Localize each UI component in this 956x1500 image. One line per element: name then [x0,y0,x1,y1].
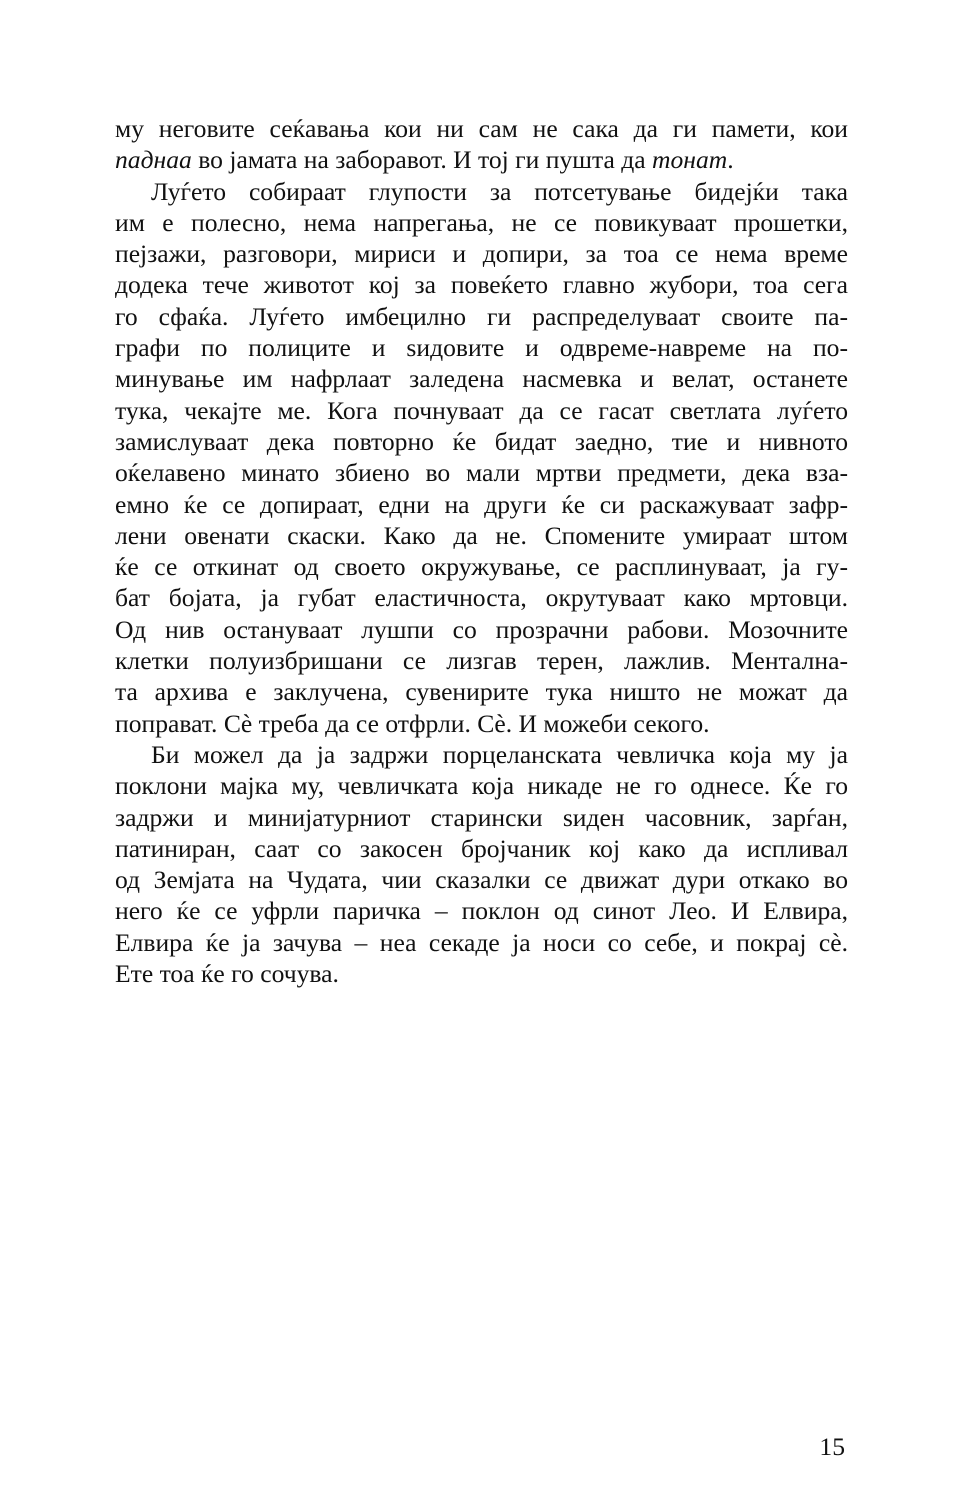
text-line [115,113,848,144]
text-segment: замислуваат дека повторно ќе бидат заедно, тие и нивното [115,426,848,456]
italic-text-segment: паднаа [115,145,192,175]
text-segment: Елвира ќе ја зачува – неа секаде ја носи со себе, и покрај сè. [115,927,848,957]
text-segment: оќелавено минато збиено во мали мртви предмети, дека вза- [115,458,848,488]
text-line [115,269,848,300]
text-line [115,520,848,551]
text-segment: минување им нафрлаат заледена насмевка и велат, останете [115,364,848,394]
text-segment: клетки полуизбришани се лизгав терен, лажлив. Ментална- [115,646,848,676]
text-line [115,238,848,269]
text-segment: го сфаќа. Луѓето имбецилно ги распределуваат своите па- [115,301,848,331]
text-line [115,676,848,707]
text-line [115,457,848,488]
text-segment: Би можел да ја задржи порцеланската чевличка која му ја [151,739,848,769]
text-segment: поправат. Сè треба да се отфрли. Сè. И можеби секого. [115,708,710,738]
text-segment: им е полесно, нема напрегања, не се повикуваат прошетки, [115,207,848,237]
text-line [115,770,848,801]
text-segment: од Земјата на Чудата, чии сказалки се движат дури откако во [115,865,848,895]
text-segment: емно ќе се допираат, едни на други ќе си раскажуваат зафр- [115,489,848,519]
text-line [115,708,848,739]
text-line [115,207,848,238]
text-line [115,363,848,394]
text-line [115,395,848,426]
text-line [115,895,848,926]
text-line [115,489,848,520]
text-line [115,958,848,989]
italic-text-segment: тонат [651,145,728,175]
text-segment: . [727,145,734,175]
text-segment: графи по полиците и ѕидовите и одвреме-навреме на по- [115,333,848,363]
text-line [115,551,848,582]
text-segment: пејзажи, разговори, мириси и допири, за тоа се нема време [115,239,848,269]
text-segment: Ете тоа ќе го сочува. [115,959,339,989]
text-line [115,582,848,613]
text-segment: Од нив остануваат лушпи со прозрачни рабови. Мозочните [115,614,848,644]
text-line [115,739,848,770]
text-segment: та архива е заклучена, сувенирите тука ништо не можат да [115,677,848,707]
text-segment: Луѓето собираат глупости за потсетување бидејќи така [151,176,848,206]
text-line [115,332,848,363]
text-line [115,426,848,457]
text-segment: поклони мајка му, чевличката која никаде не го однесе. Ќе го [115,771,848,801]
text-line [115,301,848,332]
text-line [115,645,848,676]
text-segment: бат бојата, ја губат еластичноста, окрутуваат како мртовци. [115,583,848,613]
text-line [115,176,848,207]
text-line [115,927,848,958]
page-body-text [115,113,848,989]
text-line [115,833,848,864]
text-segment: задржи и минијатурниот старински ѕиден часовник, зарѓан, [115,802,848,832]
text-segment: ќе се откинат од своето окружување, се расплинуваат, ја гу- [115,552,848,582]
text-segment: додека тече животот кој за повеќето главно жубори, тоа сега [115,270,848,300]
text-line [115,144,848,175]
text-line [115,864,848,895]
text-segment: лени овенати скаски. Како да не. Спомените умираат штом [115,520,848,550]
text-segment: него ќе се уфрли паричка – поклон од синот Лео. И Елвира, [115,896,848,926]
text-line [115,802,848,833]
text-segment: тука, чекајте ме. Кога почнуваат да се гасат светлата луѓето [115,395,848,425]
text-segment: во јамата на заборавот. И тој ги пушта да [191,145,652,175]
page-number: 15 [819,1432,845,1461]
text-segment: му неговите сеќавања кои ни сам не сака да ги памети, кои [115,114,848,143]
text-line [115,614,848,645]
text-segment: патиниран, саат со закосен бројчаник кој како да испливал [115,833,848,863]
